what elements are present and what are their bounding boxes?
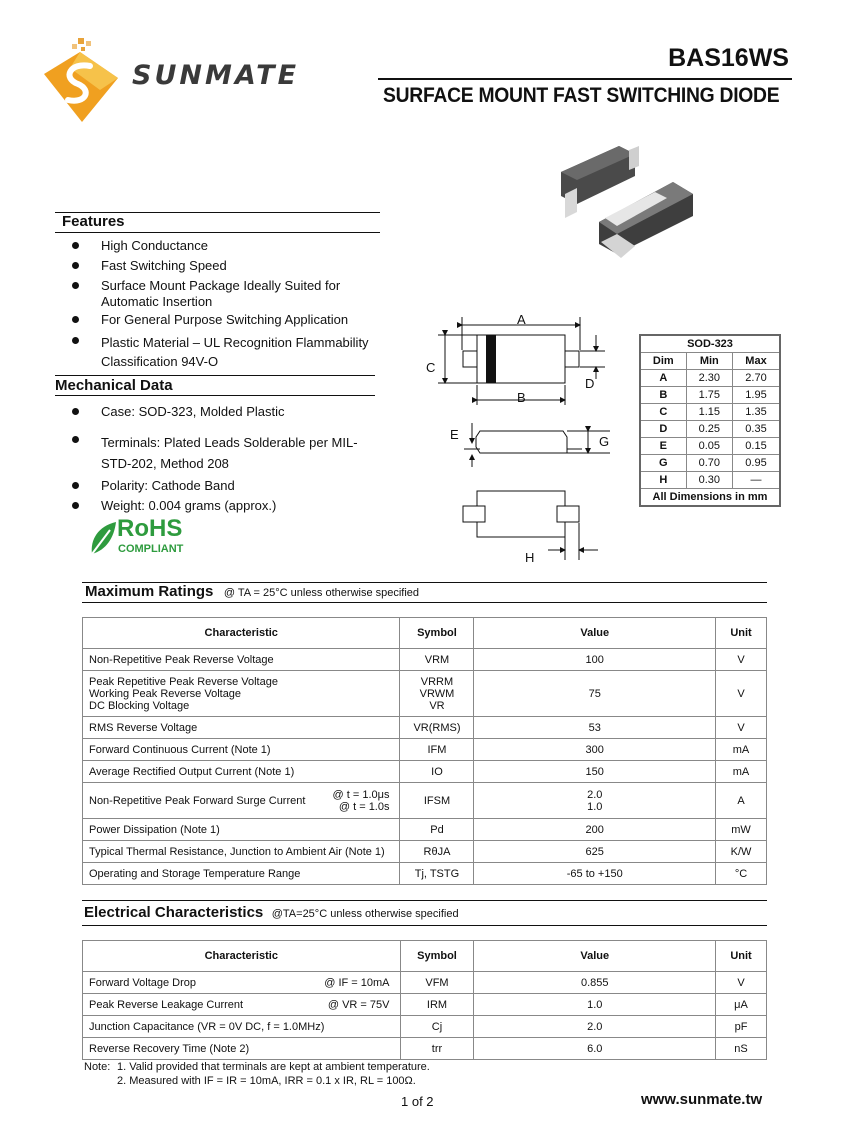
characteristic-text: Junction Capacitance (VR = 0V DC, f = 1.0MHz) xyxy=(89,1020,325,1033)
dim-cell: 0.70 xyxy=(686,455,732,472)
dim-label-b: B xyxy=(517,390,526,405)
electrical-header: Characteristic xyxy=(83,941,401,972)
electrical-header: Unit xyxy=(716,941,767,972)
max_ratings-symbol: RθJA xyxy=(400,841,474,863)
max_ratings-unit: V xyxy=(716,717,767,739)
electrical-rule xyxy=(82,900,767,901)
sunmate-logo-icon xyxy=(40,38,122,124)
max_ratings-value: 100 xyxy=(474,649,716,671)
max_ratings-characteristic xyxy=(83,649,400,671)
electrical-value: 2.0 xyxy=(474,1016,716,1038)
max_ratings-unit: mW xyxy=(716,819,767,841)
dim-cell: D xyxy=(640,421,686,438)
table-row xyxy=(83,994,767,1016)
feature-item: Surface Mount Package Ideally Suited for Automatic Insertion xyxy=(55,278,361,310)
characteristic-text: Average Rectified Output Current (Note 1) xyxy=(89,765,295,778)
electrical-value: 1.0 xyxy=(474,994,716,1016)
electrical-unit: nS xyxy=(716,1038,767,1060)
dimensions-table xyxy=(639,334,781,507)
features-rule-bottom xyxy=(55,232,380,233)
max_ratings-symbol: IO xyxy=(400,761,474,783)
table-row xyxy=(640,370,780,387)
dimensions-package: SOD-323 xyxy=(640,335,780,353)
characteristic-text: Non-Repetitive Peak Forward Surge Current xyxy=(89,794,306,807)
max_ratings-symbol: VRRM VRWM VR xyxy=(400,671,474,717)
header-rule xyxy=(378,78,792,80)
dim-cell: 2.70 xyxy=(733,370,780,387)
max_ratings-value: 200 xyxy=(474,819,716,841)
dim-label-h: H xyxy=(525,550,535,565)
mechanical-rule xyxy=(55,375,375,376)
ratings-title: Maximum Ratings xyxy=(85,583,214,600)
table-row xyxy=(640,387,780,404)
dim-cell: 0.15 xyxy=(733,438,780,455)
electrical-characteristic xyxy=(83,994,401,1016)
rohs-compliant: COMPLIANT xyxy=(118,543,184,555)
table-row xyxy=(83,783,767,819)
max_ratings-value: -65 to +150 xyxy=(474,863,716,885)
max_ratings-value: 75 xyxy=(474,671,716,717)
max_ratings-symbol: IFSM xyxy=(400,783,474,819)
page-number: 1 of 2 xyxy=(401,1094,434,1109)
max_ratings-characteristic xyxy=(83,863,400,885)
mechanical-title: Mechanical Data xyxy=(55,377,173,394)
max_ratings-symbol: VR(RMS) xyxy=(400,717,474,739)
table-row xyxy=(83,717,767,739)
ratings-header: Value xyxy=(474,618,716,649)
features-title: Features xyxy=(62,213,125,230)
electrical-unit: μA xyxy=(716,994,767,1016)
characteristic-text: Typical Thermal Resistance, Junction to Ambient Air (Note 1) xyxy=(89,845,385,858)
electrical-title: Electrical Characteristics xyxy=(84,904,264,921)
mechanical-item: Case: SOD-323, Molded Plastic xyxy=(55,404,395,420)
dim-cell: 1.75 xyxy=(686,387,732,404)
dim-cell: H xyxy=(640,472,686,489)
dim-cell: G xyxy=(640,455,686,472)
feature-item: For General Purpose Switching Application xyxy=(55,312,395,328)
max_ratings-unit: K/W xyxy=(716,841,767,863)
electrical-unit: V xyxy=(716,972,767,994)
electrical-header: Symbol xyxy=(400,941,474,972)
dim-cell: 0.05 xyxy=(686,438,732,455)
table-row xyxy=(640,404,780,421)
table-row xyxy=(83,1016,767,1038)
characteristic-text: RMS Reverse Voltage xyxy=(89,721,198,734)
max_ratings-characteristic xyxy=(83,841,400,863)
dim-label-d: D xyxy=(585,376,595,391)
ratings-condition: @ TA = 25°C unless otherwise specified xyxy=(223,587,420,599)
dim-cell: B xyxy=(640,387,686,404)
table-row xyxy=(83,972,767,994)
dim-cell: A xyxy=(640,370,686,387)
part-number: BAS16WS xyxy=(668,44,789,72)
table-row xyxy=(83,819,767,841)
max_ratings-value: 150 xyxy=(474,761,716,783)
leaf-icon xyxy=(88,520,118,556)
electrical-symbol: Cj xyxy=(400,1016,474,1038)
characteristic-text: Power Dissipation (Note 1) xyxy=(89,823,220,836)
table-row xyxy=(640,421,780,438)
max_ratings-characteristic xyxy=(83,761,400,783)
characteristic-text: Peak Repetitive Peak Reverse Voltage Working Peak Reverse Voltage DC Blocking Voltage xyxy=(89,675,278,712)
brand-name: SUNMATE xyxy=(132,60,300,91)
note-item: 1. Valid provided that terminals are kept at ambient temperature. xyxy=(117,1061,430,1073)
note-item: 2. Measured with IF = IR = 10mA, IRR = 0.1 x IR, RL = 100Ω. xyxy=(117,1075,416,1087)
dim-cell: — xyxy=(733,472,780,489)
max_ratings-value: 300 xyxy=(474,739,716,761)
ratings-heading xyxy=(85,583,419,601)
max_ratings-unit: V xyxy=(716,649,767,671)
dim-cell: E xyxy=(640,438,686,455)
test-condition: @ VR = 75V xyxy=(327,998,390,1011)
characteristic-text: Forward Continuous Current (Note 1) xyxy=(89,743,271,756)
dim-label-a: A xyxy=(517,312,526,327)
table-row xyxy=(640,472,780,489)
notes-label: Note: xyxy=(84,1061,111,1073)
electrical-value: 0.855 xyxy=(474,972,716,994)
rohs-mark: RoHS xyxy=(117,515,183,542)
max_ratings-characteristic xyxy=(83,819,400,841)
feature-item: Fast Switching Speed xyxy=(55,258,395,274)
dim-cell: 0.35 xyxy=(733,421,780,438)
characteristic-text: Non-Repetitive Peak Reverse Voltage xyxy=(89,653,274,666)
max_ratings-symbol: VRM xyxy=(400,649,474,671)
max_ratings-symbol: Pd xyxy=(400,819,474,841)
dim-label-e: E xyxy=(450,427,459,442)
dim-cell: 1.15 xyxy=(686,404,732,421)
max_ratings-value: 2.0 1.0 xyxy=(474,783,716,819)
table-row xyxy=(640,438,780,455)
dimensions-footer: All Dimensions in mm xyxy=(640,489,780,507)
max_ratings-symbol: Tj, TSTG xyxy=(400,863,474,885)
test-condition: @ t = 1.0μs @ t = 1.0s xyxy=(332,788,390,813)
electrical-header: Value xyxy=(474,941,716,972)
electrical-value: 6.0 xyxy=(474,1038,716,1060)
electrical-characteristic xyxy=(83,972,401,994)
mechanical-rule-bottom xyxy=(55,395,375,396)
max_ratings-characteristic xyxy=(83,739,400,761)
table-row xyxy=(83,1038,767,1060)
dimensions-header: Max xyxy=(733,353,780,370)
max_ratings-characteristic xyxy=(83,671,400,717)
dim-cell: C xyxy=(640,404,686,421)
ratings-header: Symbol xyxy=(400,618,474,649)
feature-item: Plastic Material – UL Recognition Flammability Classification 94V-O xyxy=(55,333,391,371)
electrical-rule-bottom xyxy=(82,925,767,926)
electrical-table xyxy=(82,940,767,1060)
characteristic-text: Peak Reverse Leakage Current xyxy=(89,998,244,1011)
electrical-characteristic xyxy=(83,1016,401,1038)
mechanical-item: Polarity: Cathode Band xyxy=(55,478,395,494)
max_ratings-unit: °C xyxy=(716,863,767,885)
table-row xyxy=(83,739,767,761)
dim-cell: 0.25 xyxy=(686,421,732,438)
characteristic-text: Reverse Recovery Time (Note 2) xyxy=(89,1042,250,1055)
ratings-header: Characteristic xyxy=(83,618,400,649)
electrical-condition: @TA=25°C unless otherwise specified xyxy=(271,908,459,920)
mechanical-item: Terminals: Plated Leads Solderable per MIL-STD-202, Method 208 xyxy=(55,432,361,474)
table-row xyxy=(83,761,767,783)
max_ratings-value: 53 xyxy=(474,717,716,739)
table-row xyxy=(83,649,767,671)
mechanical-item: Weight: 0.004 grams (approx.) xyxy=(55,498,395,514)
electrical-characteristic xyxy=(83,1038,401,1060)
max_ratings-unit: A xyxy=(716,783,767,819)
max-ratings-table xyxy=(82,617,767,885)
max_ratings-characteristic xyxy=(83,783,400,819)
max_ratings-unit: V xyxy=(716,671,767,717)
ratings-header: Unit xyxy=(716,618,767,649)
max_ratings-characteristic xyxy=(83,717,400,739)
dim-cell: 1.95 xyxy=(733,387,780,404)
electrical-heading xyxy=(84,904,459,922)
characteristic-text: Operating and Storage Temperature Range xyxy=(89,867,301,880)
website-link[interactable]: www.sunmate.tw xyxy=(641,1091,763,1108)
table-row xyxy=(640,455,780,472)
dim-label-c: C xyxy=(426,360,436,375)
dim-cell: 1.35 xyxy=(733,404,780,421)
characteristic-text: Forward Voltage Drop xyxy=(89,976,196,989)
table-row xyxy=(83,863,767,885)
dim-cell: 0.30 xyxy=(686,472,732,489)
dim-label-g: G xyxy=(599,434,610,449)
diode-package-image xyxy=(555,142,700,262)
ratings-rule-bottom xyxy=(82,602,767,603)
table-row xyxy=(83,671,767,717)
electrical-unit: pF xyxy=(716,1016,767,1038)
table-row xyxy=(83,841,767,863)
electrical-symbol: IRM xyxy=(400,994,474,1016)
dimensions-header: Min xyxy=(686,353,732,370)
features-list xyxy=(55,238,395,371)
electrical-symbol: trr xyxy=(400,1038,474,1060)
max_ratings-symbol: IFM xyxy=(400,739,474,761)
dim-cell: 0.95 xyxy=(733,455,780,472)
mechanical-list xyxy=(55,404,395,514)
max_ratings-unit: mA xyxy=(716,739,767,761)
electrical-symbol: VFM xyxy=(400,972,474,994)
dim-cell: 2.30 xyxy=(686,370,732,387)
max_ratings-value: 625 xyxy=(474,841,716,863)
max_ratings-unit: mA xyxy=(716,761,767,783)
page-subtitle: SURFACE MOUNT FAST SWITCHING DIODE xyxy=(383,84,780,107)
dimensions-header: Dim xyxy=(640,353,686,370)
test-condition: @ IF = 10mA xyxy=(324,976,390,989)
feature-item: High Conductance xyxy=(55,238,395,254)
